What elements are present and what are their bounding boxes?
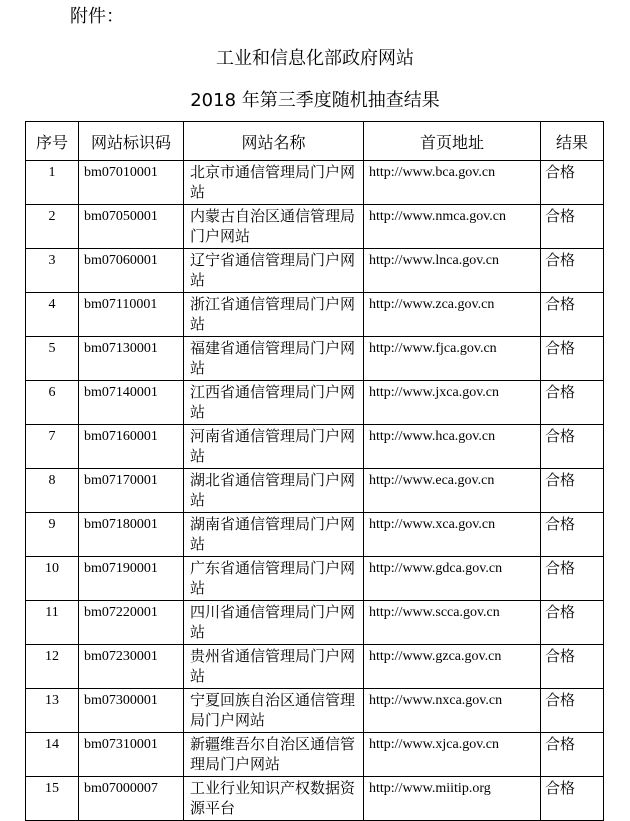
table-row — [26, 161, 604, 205]
check-result: 合格 — [541, 513, 604, 557]
site-name: 湖南省通信管理局门户网站 — [184, 513, 364, 557]
check-result: 合格 — [541, 249, 604, 293]
site-code: bm07110001 — [79, 293, 184, 337]
homepage-url: http://www.miitip.org — [364, 777, 541, 821]
homepage-url: http://www.gzca.gov.cn — [364, 645, 541, 689]
check-result: 合格 — [541, 557, 604, 601]
check-result: 合格 — [541, 293, 604, 337]
row-index: 2 — [26, 205, 79, 249]
row-index: 6 — [26, 381, 79, 425]
site-code: bm07170001 — [79, 469, 184, 513]
row-index: 7 — [26, 425, 79, 469]
column-header-site-code: 网站标识码 — [79, 122, 184, 161]
table-body — [26, 161, 604, 821]
site-code: bm07300001 — [79, 689, 184, 733]
table-row — [26, 469, 604, 513]
check-result: 合格 — [541, 469, 604, 513]
table-row — [26, 425, 604, 469]
column-header-site-name: 网站名称 — [184, 122, 364, 161]
row-index: 5 — [26, 337, 79, 381]
site-name: 广东省通信管理局门户网站 — [184, 557, 364, 601]
site-name: 新疆维吾尔自治区通信管理局门户网站 — [184, 733, 364, 777]
site-code: bm07130001 — [79, 337, 184, 381]
row-index: 12 — [26, 645, 79, 689]
row-index: 9 — [26, 513, 79, 557]
site-code: bm07050001 — [79, 205, 184, 249]
site-name: 四川省通信管理局门户网站 — [184, 601, 364, 645]
column-header-homepage-url: 首页地址 — [364, 122, 541, 161]
table-row — [26, 337, 604, 381]
check-result: 合格 — [541, 689, 604, 733]
site-code: bm07160001 — [79, 425, 184, 469]
table-row — [26, 249, 604, 293]
site-code: bm07000007 — [79, 777, 184, 821]
site-code: bm07220001 — [79, 601, 184, 645]
document-subtitle: 2018 年第三季度随机抽查结果 — [190, 90, 440, 111]
check-result: 合格 — [541, 161, 604, 205]
homepage-url: http://www.hca.gov.cn — [364, 425, 541, 469]
row-index: 14 — [26, 733, 79, 777]
site-name: 湖北省通信管理局门户网站 — [184, 469, 364, 513]
homepage-url: http://www.nxca.gov.cn — [364, 689, 541, 733]
homepage-url: http://www.eca.gov.cn — [364, 469, 541, 513]
row-index: 8 — [26, 469, 79, 513]
row-index: 11 — [26, 601, 79, 645]
table-row — [26, 645, 604, 689]
site-code: bm07140001 — [79, 381, 184, 425]
check-result: 合格 — [541, 205, 604, 249]
homepage-url: http://www.nmca.gov.cn — [364, 205, 541, 249]
row-index: 15 — [26, 777, 79, 821]
results-table — [25, 121, 604, 821]
table-header-row — [26, 122, 604, 161]
column-header-index: 序号 — [26, 122, 79, 161]
site-name: 内蒙古自治区通信管理局门户网站 — [184, 205, 364, 249]
site-name: 北京市通信管理局门户网站 — [184, 161, 364, 205]
row-index: 1 — [26, 161, 79, 205]
homepage-url: http://www.jxca.gov.cn — [364, 381, 541, 425]
homepage-url: http://www.xjca.gov.cn — [364, 733, 541, 777]
homepage-url: http://www.gdca.gov.cn — [364, 557, 541, 601]
check-result: 合格 — [541, 425, 604, 469]
table-row — [26, 733, 604, 777]
row-index: 10 — [26, 557, 79, 601]
check-result: 合格 — [541, 337, 604, 381]
column-header-result: 结果 — [541, 122, 604, 161]
row-index: 4 — [26, 293, 79, 337]
document-title: 工业和信息化部政府网站 — [216, 48, 414, 69]
site-name: 河南省通信管理局门户网站 — [184, 425, 364, 469]
table-row — [26, 293, 604, 337]
site-code: bm07180001 — [79, 513, 184, 557]
check-result: 合格 — [541, 777, 604, 821]
check-result: 合格 — [541, 733, 604, 777]
table-row — [26, 513, 604, 557]
site-name: 福建省通信管理局门户网站 — [184, 337, 364, 381]
check-result: 合格 — [541, 381, 604, 425]
site-name: 浙江省通信管理局门户网站 — [184, 293, 364, 337]
site-code: bm07310001 — [79, 733, 184, 777]
homepage-url: http://www.lnca.gov.cn — [364, 249, 541, 293]
table-row — [26, 601, 604, 645]
table-row — [26, 381, 604, 425]
table-row — [26, 205, 604, 249]
site-name: 贵州省通信管理局门户网站 — [184, 645, 364, 689]
site-name: 辽宁省通信管理局门户网站 — [184, 249, 364, 293]
table-row — [26, 557, 604, 601]
table-row — [26, 689, 604, 733]
homepage-url: http://www.xca.gov.cn — [364, 513, 541, 557]
attachment-label: 附件： — [70, 6, 124, 27]
check-result: 合格 — [541, 645, 604, 689]
site-code: bm07230001 — [79, 645, 184, 689]
homepage-url: http://www.zca.gov.cn — [364, 293, 541, 337]
homepage-url: http://www.bca.gov.cn — [364, 161, 541, 205]
site-code: bm07060001 — [79, 249, 184, 293]
check-result: 合格 — [541, 601, 604, 645]
site-code: bm07010001 — [79, 161, 184, 205]
site-name: 宁夏回族自治区通信管理局门户网站 — [184, 689, 364, 733]
site-name: 江西省通信管理局门户网站 — [184, 381, 364, 425]
site-code: bm07190001 — [79, 557, 184, 601]
row-index: 3 — [26, 249, 79, 293]
table-row — [26, 777, 604, 821]
row-index: 13 — [26, 689, 79, 733]
homepage-url: http://www.fjca.gov.cn — [364, 337, 541, 381]
site-name: 工业行业知识产权数据资源平台 — [184, 777, 364, 821]
homepage-url: http://www.scca.gov.cn — [364, 601, 541, 645]
